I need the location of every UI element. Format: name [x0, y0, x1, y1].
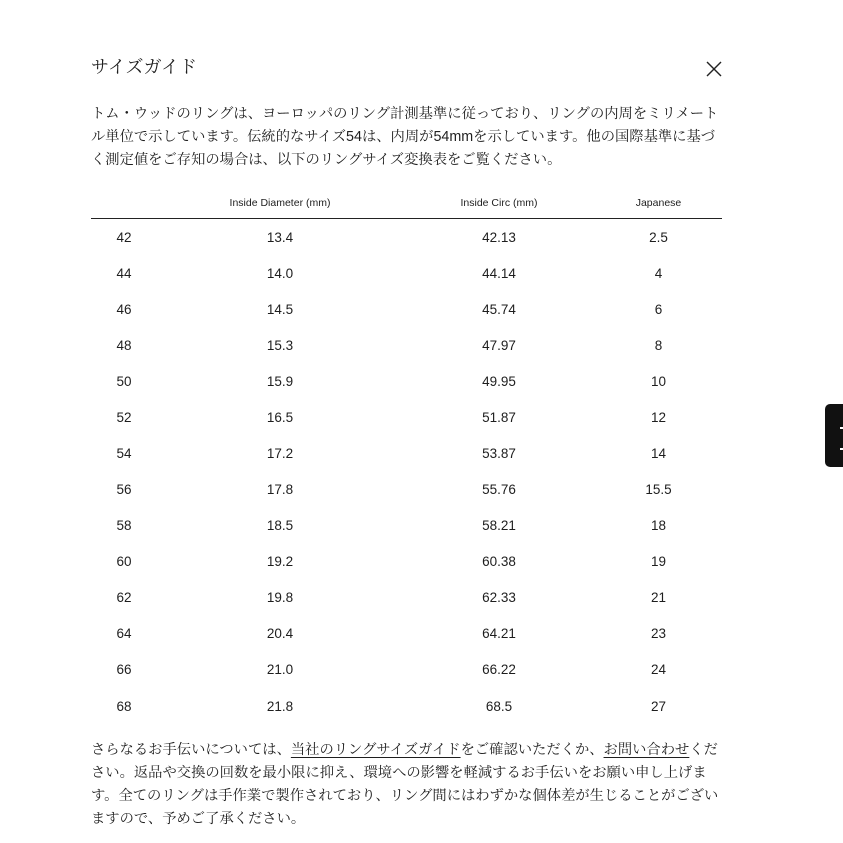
inside-diameter-cell: 21.0 [266, 662, 294, 678]
japanese-size-cell: 21 [650, 590, 667, 606]
inside-diameter-cell: 17.2 [266, 446, 294, 461]
japanese-size-cell: 23 [650, 626, 667, 642]
footer-note [91, 739, 727, 831]
inside-diameter-cell: 15.3 [266, 337, 294, 353]
japanese-size-cell: 14 [650, 446, 667, 461]
table-row [91, 688, 722, 724]
side-tab[interactable] [825, 404, 843, 467]
inside-circ-cell: 45.74 [482, 301, 516, 317]
table-header-row [91, 187, 722, 219]
japanese-size-cell: 8 [654, 337, 663, 353]
japanese-size-cell: 18 [650, 518, 667, 534]
table-row [91, 652, 722, 688]
japanese-size-cell: 15.5 [645, 482, 672, 498]
size-cell: 66 [116, 662, 132, 678]
japanese-size-cell: 6 [654, 301, 663, 317]
close-button[interactable] [705, 60, 723, 78]
inside-circ-cell: 49.95 [482, 373, 516, 389]
size-cell: 48 [116, 337, 132, 353]
table-row [91, 435, 722, 471]
inside-diameter-cell: 13.4 [266, 229, 294, 245]
japanese-size-cell: 19 [650, 554, 667, 570]
size-cell: 50 [116, 373, 132, 389]
ring-size-guide-link[interactable]: 当社のリングサイズガイド [290, 742, 461, 758]
inside-circ-cell: 58.21 [482, 518, 516, 534]
japanese-header: Japanese [635, 196, 682, 209]
inside-diameter-cell: 19.2 [266, 554, 294, 570]
inside-circ-cell: 47.97 [482, 337, 516, 353]
table-row [91, 580, 722, 616]
size-cell: 68 [116, 698, 132, 714]
inside-circ-cell: 68.5 [485, 698, 513, 714]
size-cell: 42 [116, 229, 132, 245]
inside-circ-cell: 64.21 [482, 626, 516, 642]
size-cell: 44 [116, 265, 132, 281]
size-cell: 62 [116, 590, 132, 606]
table-row [91, 508, 722, 544]
header-spacer [91, 187, 157, 218]
table-row [91, 544, 722, 580]
table-row [91, 327, 722, 363]
table-row [91, 255, 722, 291]
size-cell: 56 [116, 482, 132, 498]
japanese-size-cell: 27 [650, 698, 667, 714]
inside-circ-cell: 42.13 [482, 229, 516, 245]
inside-circ-cell: 55.76 [482, 482, 516, 498]
size-cell: 64 [116, 626, 132, 642]
japanese-size-cell: 24 [650, 662, 667, 678]
inside-diameter-cell: 20.4 [266, 626, 294, 642]
inside-circ-cell: 62.33 [482, 590, 516, 606]
contact-link[interactable]: お問い合わせ [603, 742, 690, 758]
footer-text-before-link: さらなるお手伝いについては、 [91, 742, 291, 758]
table-row [91, 291, 722, 327]
inside-diameter-header: Inside Diameter (mm) [229, 196, 331, 209]
footer-text-between-links: をご確認いただくか、 [460, 742, 604, 758]
inside-diameter-cell: 17.8 [266, 482, 294, 498]
close-icon [705, 60, 723, 78]
intro-text: トム・ウッドのリングは、ヨーロッパのリング計測基準に従っており、リングの内周をミリメートル単位で示しています。伝統的なサイズ54は、内周が54mmを示しています。他の国際基準に基づく測定値をご存知の場合は、以下のリングサイズ変換表をご覧ください。 [91, 106, 719, 168]
inside-diameter-cell: 14.0 [266, 265, 294, 281]
inside-diameter-cell: 21.8 [266, 698, 294, 714]
ring-size-table [91, 187, 722, 724]
size-cell: 60 [116, 554, 132, 570]
table-row [91, 616, 722, 652]
inside-diameter-cell: 16.5 [266, 409, 294, 425]
inside-circ-cell: 44.14 [482, 265, 516, 281]
table-row [91, 472, 722, 508]
size-cell: 58 [116, 518, 132, 534]
modal-title: サイズガイド [91, 57, 198, 77]
table-row [91, 363, 722, 399]
inside-diameter-cell: 18.5 [266, 518, 294, 534]
size-cell: 52 [116, 409, 132, 425]
japanese-size-cell: 2.5 [649, 229, 668, 245]
table-row [91, 399, 722, 435]
inside-circ-cell: 60.38 [482, 554, 516, 570]
inside-circ-cell: 51.87 [482, 409, 516, 425]
size-cell: 54 [116, 446, 132, 461]
inside-circ-cell: 66.22 [482, 662, 516, 678]
inside-circ-cell: 53.87 [482, 446, 516, 461]
japanese-size-cell: 4 [654, 265, 663, 281]
japanese-size-cell: 10 [650, 373, 667, 389]
inside-diameter-cell: 15.9 [266, 373, 294, 389]
table-row [91, 219, 722, 255]
size-cell: 46 [116, 301, 132, 317]
japanese-size-cell: 12 [650, 409, 667, 425]
inside-diameter-cell: 14.5 [266, 301, 294, 317]
inside-circ-header: Inside Circ (mm) [460, 196, 538, 209]
footer-text-after-links: ください。返品や交換の回数を最小限に抑え、環境への影響を軽減するお手伝いをお願い申し上げます。全てのリングは手作業で製作されており、リング間にはわずかな個体差が生じることがございますので、予めご了承ください。 [91, 742, 719, 827]
inside-diameter-cell: 19.8 [266, 590, 294, 606]
